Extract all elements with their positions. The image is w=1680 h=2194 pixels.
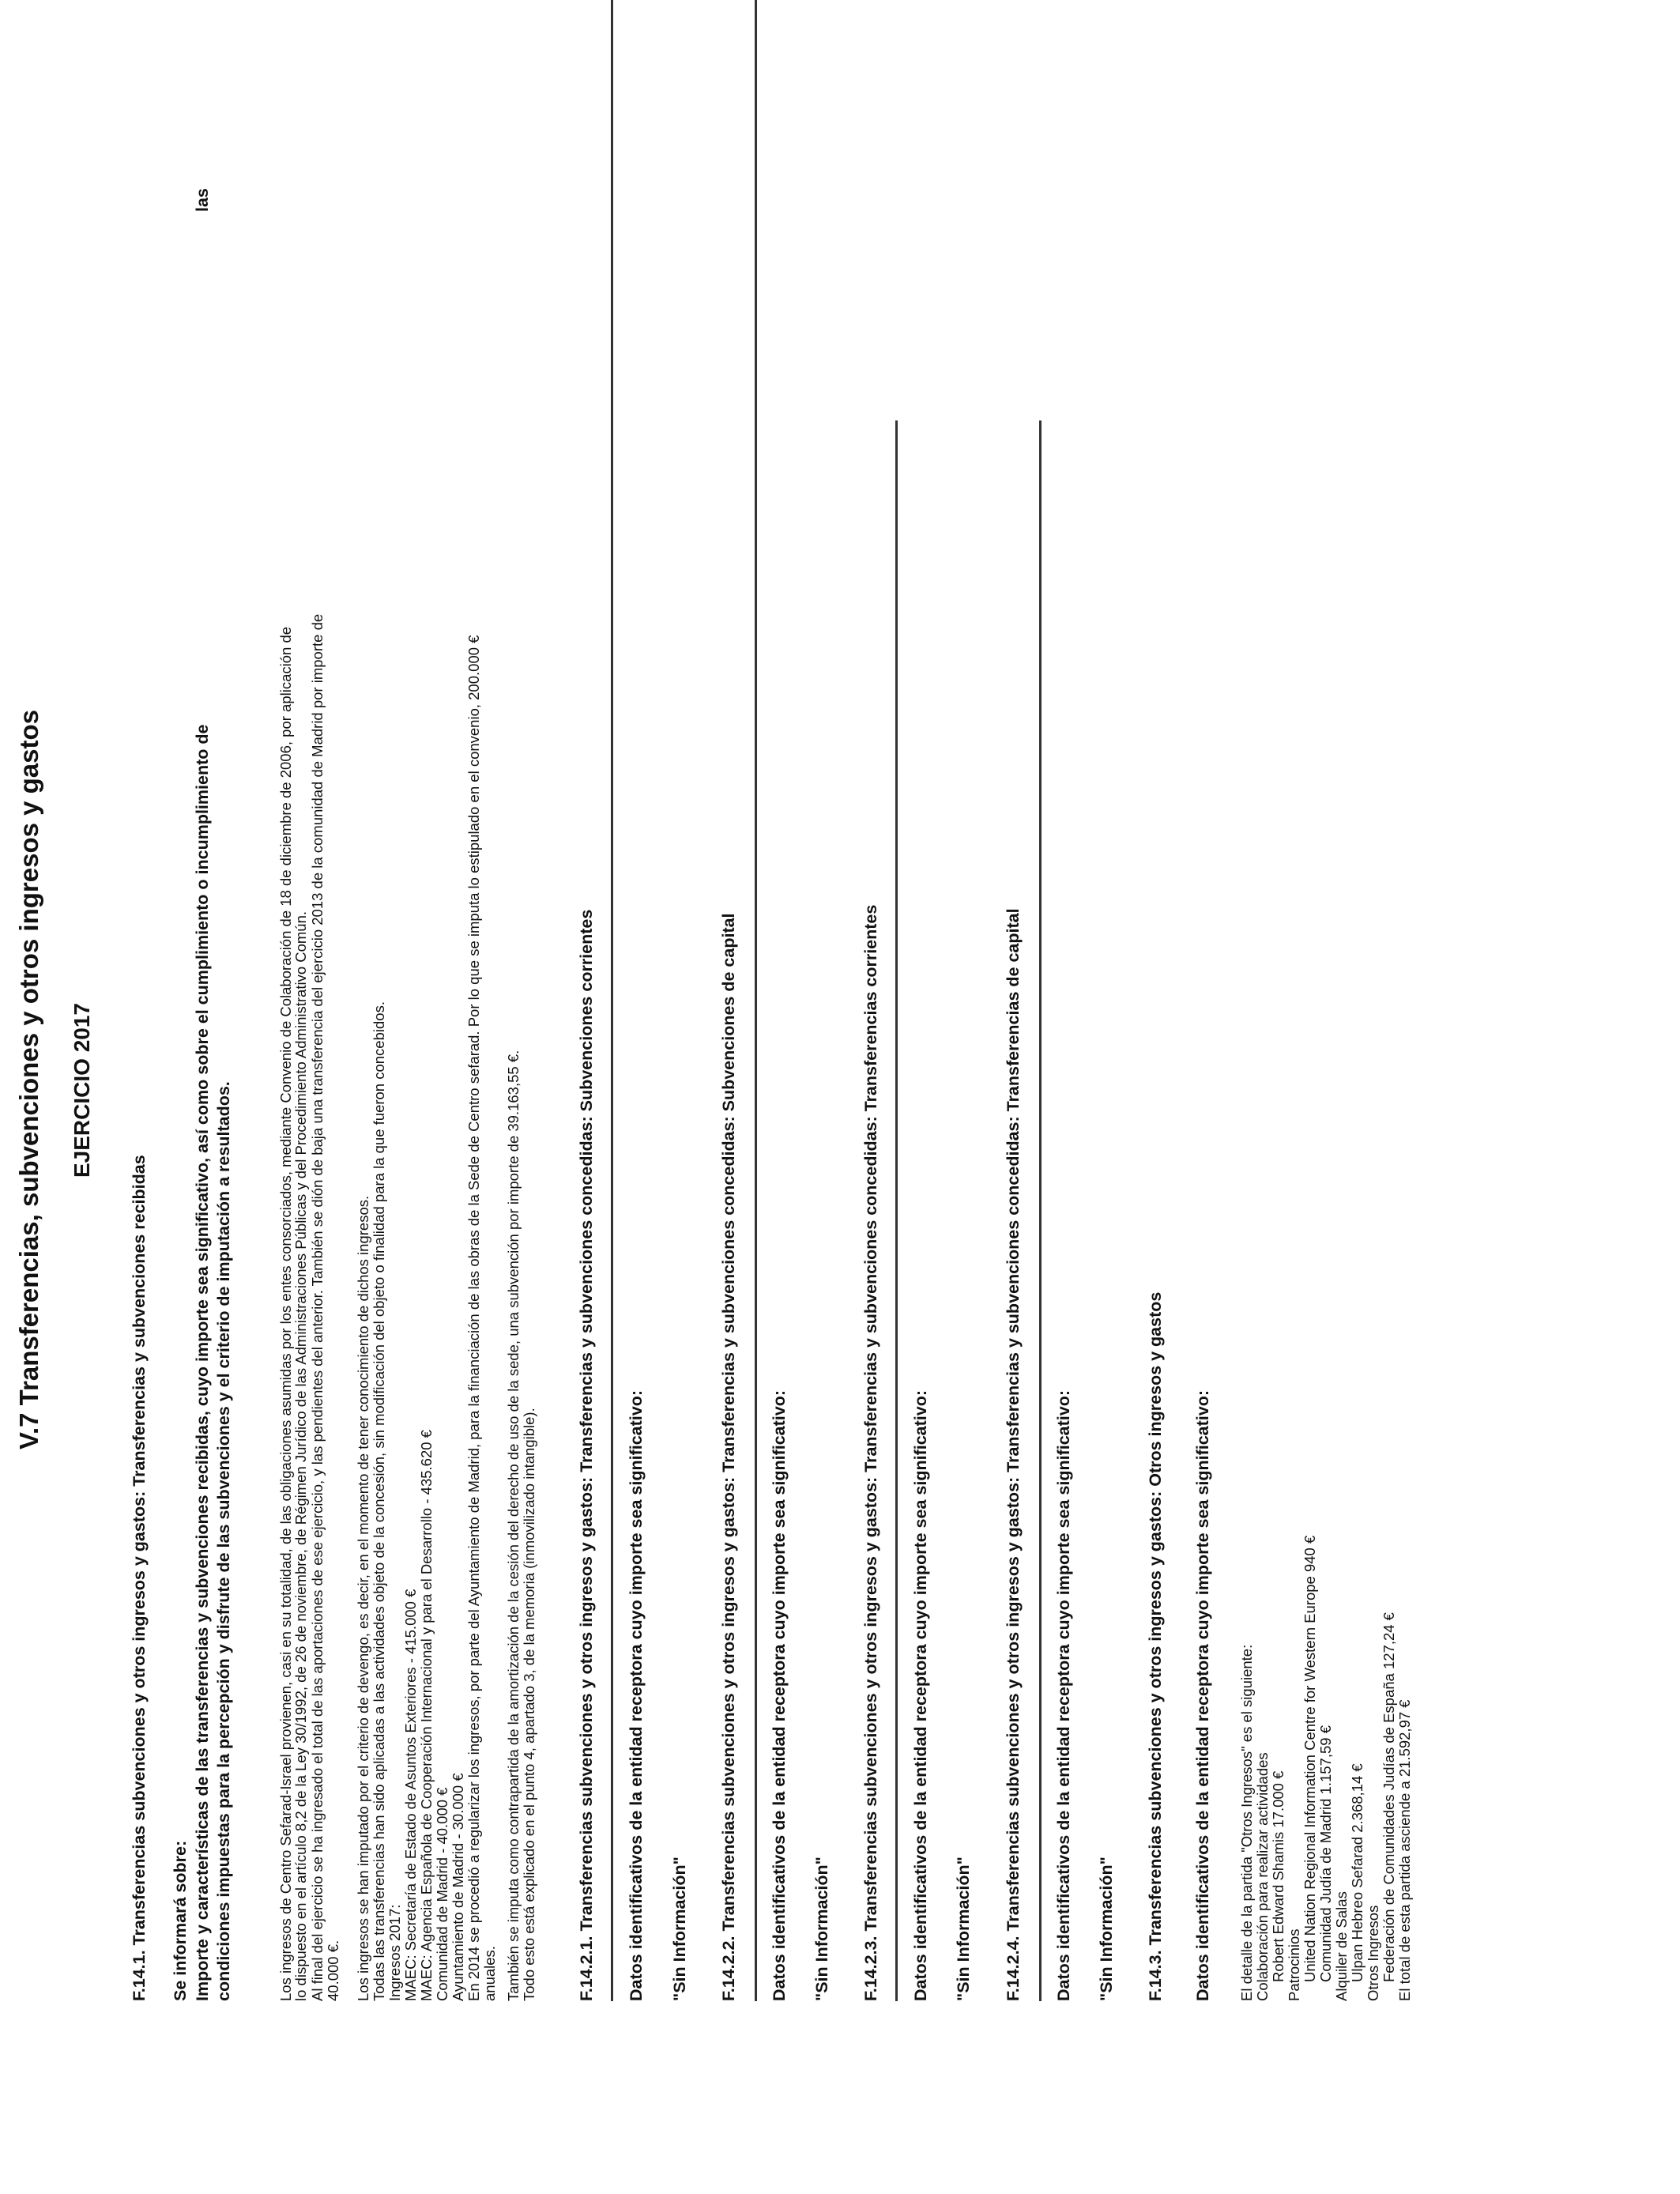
f141-paragraph-8: MAEC: Secretaría de Estado de Asuntos Exteriores - 415.000 € bbox=[402, 1589, 419, 2001]
f141-heading: F.14.1. Transferencias subvenciones y otros ingresos y gastos: Transferencias y subvenciones recibidas bbox=[130, 1155, 149, 2001]
se-informara-label: Se informará sobre: bbox=[171, 1840, 190, 2001]
f1421-rule bbox=[611, 0, 613, 2001]
f143-datos: Datos identificativos de la entidad receptora cuyo importe sea significativo: bbox=[1193, 1389, 1212, 2001]
f141-paragraph-7: Ingresos 2017: bbox=[386, 1904, 403, 2001]
importe-line-1: Importe y características de las transferencias y subvenciones recibidas, cuyo importe sea significativo, así como sobre el cumplimiento o incumplimiento de bbox=[193, 724, 212, 2001]
f141-paragraph-13: anuales. bbox=[481, 1946, 498, 2001]
f1424-valor: "Sin Información" bbox=[1097, 1857, 1116, 2001]
f141-paragraph-14: También se imputa como contrapartida de la amortización de la cesión del derecho de uso de la sede, una subvención por importe de 39.163,55 €. bbox=[505, 1050, 522, 2001]
f141-paragraph-3: Al final del ejercicio se ha ingresado el total de las aportaciones de ese ejercicio, y las pendientes del anterior. También se dión de baja una transferencia del ejercicio 2013 de la comunidad de Madrid por importe de bbox=[309, 613, 326, 2001]
f141-paragraph-12: En 2014 se procedió a regularizar los ingresos, por parte del Ayuntamiento de Madrid, para la financiación de las obras de la Sede de Centro sefarad. Por lo que se imputa lo estipulado en el convenio, 200.000 € bbox=[465, 635, 482, 2001]
f141-paragraph-9: MAEC: Agencia Española de Cooperación Internacional y para el Desarrollo - 435.620 € bbox=[418, 1430, 435, 2001]
f141-paragraph-10: Comunidad de Madrid - 40.000 € bbox=[434, 1787, 450, 2001]
f143-line-10: Federación de Comunidades Judías de España 127,24 € bbox=[1381, 1612, 1397, 1982]
f1423-datos: Datos identificativos de la entidad receptora cuyo importe sea significativo: bbox=[911, 1389, 930, 2001]
f141-paragraph-15: Todo esto está explicado en el punto 4, apartado 3, de la memoria (inmovilizado intangible). bbox=[521, 1408, 537, 2001]
f1423-rule bbox=[895, 420, 898, 2001]
f1424-rule bbox=[1039, 420, 1042, 2001]
f1424-heading: F.14.2.4. Transferencias subvenciones y otros ingresos y gastos: Transferencias y subvenciones concedidas: Transferencias de capital bbox=[1004, 908, 1023, 2001]
f141-paragraph-4: 40.000 €. bbox=[325, 1940, 341, 2001]
f1421-valor: "Sin Información" bbox=[670, 1857, 689, 2001]
f141-paragraph-1: Los ingresos de Centro Sefarad-Israel provienen, casi en su totalidad, de las obligaciones asumidas por los entes consorciados, mediante Convenio de Colaboración de 18 de diciembre de 2006, por aplicación de bbox=[277, 626, 294, 2001]
f141-paragraph-11: Ayuntamiento de Madrid - 30.000 € bbox=[450, 1773, 466, 2001]
f141-paragraph-5: Los ingresos se han imputado por el criterio de devengo, es decir, en el momento de tener conocimiento de dichos ingresos. bbox=[355, 1195, 371, 2001]
f1422-rule bbox=[755, 0, 757, 2001]
f143-line-4: Patrocinios bbox=[1286, 1928, 1302, 2001]
f143-line-1: El detalle de la partida "Otros Ingresos" es el siguiente: bbox=[1238, 1644, 1255, 2001]
ejercicio-label: EJERCICIO 2017 bbox=[70, 1003, 94, 1178]
f143-line-11: El total de esta partida asciende a 21.592,97 € bbox=[1396, 1699, 1413, 2001]
f1422-datos: Datos identificativos de la entidad receptora cuyo importe sea significativo: bbox=[770, 1389, 789, 2001]
f143-line-6: Comunidad Judía de Madrid 1.157,59 € bbox=[1317, 1725, 1334, 1982]
importe-line-2: condiciones impuestas para la percepción y disfrute de las subvenciones y el criterio de imputación a resultados. bbox=[214, 1081, 233, 2001]
f143-line-9: Otros Ingresos bbox=[1365, 1905, 1381, 2001]
f1422-valor: "Sin Información" bbox=[812, 1857, 831, 2001]
f143-line-8: Ulpan Hebreo Sefarad 2.368,14 € bbox=[1349, 1763, 1365, 1982]
f143-line-2: Colaboración para realizar actividades bbox=[1254, 1752, 1271, 2001]
f143-line-5: United Nation Regional Information Centre for Western Europe 940 € bbox=[1301, 1535, 1318, 1982]
f141-paragraph-6: Todas las transferencias han sido aplicadas a las actividades objeto de la concesión, sin modificación del objeto o finalidad para la que fueron concebidos. bbox=[371, 1001, 387, 2001]
page-title: V.7 Transferencias, subvenciones y otros ingresos y gastos bbox=[14, 709, 43, 1449]
f1421-datos: Datos identificativos de la entidad receptora cuyo importe sea significativo: bbox=[627, 1389, 646, 2001]
f1424-datos: Datos identificativos de la entidad receptora cuyo importe sea significativo: bbox=[1054, 1389, 1073, 2001]
f143-line-3: Robert Edward Shamis 17.000 € bbox=[1270, 1770, 1286, 1982]
f143-line-7: Alquiler de Salas bbox=[1333, 1891, 1350, 2001]
f1423-valor: "Sin Información" bbox=[954, 1857, 973, 2001]
f143-heading: F.14.3. Transferencias subvenciones y otros ingresos y gastos: Otros ingresos y gastos bbox=[1146, 1291, 1165, 2001]
f1423-heading: F.14.2.3. Transferencias subvenciones y otros ingresos y gastos: Transferencias y subvenciones concedidas: Transferencias corrientes bbox=[861, 904, 880, 2001]
f1422-heading: F.14.2.2. Transferencias subvenciones y otros ingresos y gastos: Transferencias y subvenciones concedidas: Subvenciones de capital bbox=[719, 913, 738, 2001]
importe-line-1-end: las bbox=[193, 188, 212, 212]
f1421-heading: F.14.2.1. Transferencias subvenciones y otros ingresos y gastos: Transferencias y subvenciones concedidas: Subvenciones corrientes bbox=[577, 909, 596, 2001]
f141-paragraph-2: lo dispuesto en el artículo 8,2 de la Ley 30/1992, de 26 de noviembre, de Régimen Jurídico de las Administraciones Públicas y del Procedimiento Administrativo Común. bbox=[292, 910, 309, 2001]
